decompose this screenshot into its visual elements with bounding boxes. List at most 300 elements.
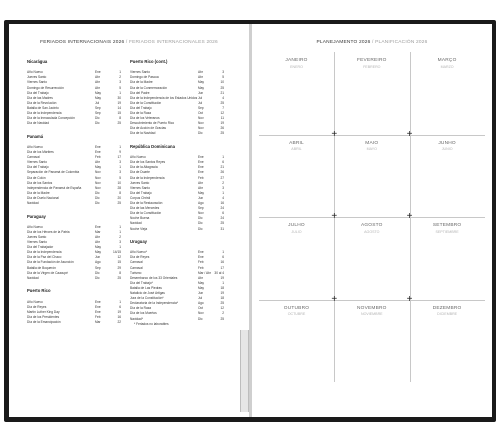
holiday-day: 3	[222, 70, 224, 75]
holiday-name: Día de la Independencia de los Estados Unidos	[130, 95, 198, 100]
holiday-month: Ene	[95, 309, 101, 314]
holiday-day: 4	[222, 95, 224, 100]
holiday-month: Oct	[198, 111, 203, 116]
holiday-name: Día del Trabajo	[130, 190, 152, 195]
holiday-name: Día de Colón	[27, 175, 46, 180]
country-title: Paraguay	[27, 213, 46, 219]
holiday-name: Día de Reyes	[27, 304, 47, 309]
holiday-day: 18	[220, 296, 224, 301]
holiday-day: 6	[222, 255, 224, 260]
holiday-day: 20	[117, 195, 121, 200]
holiday-name: Año Nuevo	[130, 155, 146, 160]
holiday-row	[130, 227, 232, 232]
holiday-month: Nov	[198, 126, 204, 131]
holiday-name: Martin Luther King Day	[27, 309, 60, 314]
holiday-section	[130, 240, 232, 327]
plus-icon: +	[331, 211, 338, 222]
holiday-name: Noche Vieja	[130, 226, 148, 231]
holiday-day: 12	[220, 306, 224, 311]
holiday-row	[27, 276, 129, 281]
holiday-name: Año Nuevo	[27, 70, 43, 75]
holiday-day: 3	[119, 160, 121, 165]
month-name: DEZEMBRO	[432, 305, 462, 311]
holiday-month: Ene	[198, 160, 204, 165]
holiday-month: Dic	[95, 195, 100, 200]
holiday-row	[27, 320, 129, 325]
holiday-name: Día de la Emancipación	[27, 319, 61, 324]
month-cell[interactable]	[334, 52, 409, 134]
holiday-name: Día de los Mártires	[27, 150, 54, 155]
holiday-name: Día de la Madre	[130, 80, 153, 85]
month-name: OUTUBRO	[283, 305, 310, 311]
holiday-name: Día del Trabajo	[27, 90, 49, 95]
holiday-day: 15	[117, 111, 121, 116]
holiday-month: Jun	[198, 291, 204, 296]
holiday-month: Sep	[95, 105, 101, 110]
holiday-name: Día de los Presidentes	[27, 314, 60, 319]
holiday-name: Día de la Altagracia	[130, 165, 158, 170]
holiday-day: 11	[220, 116, 224, 121]
month-cell[interactable]	[410, 52, 485, 134]
holiday-day: 1	[119, 145, 121, 150]
holiday-name: Día de la Restauración	[130, 201, 163, 206]
holiday-day: 10	[117, 180, 121, 185]
holiday-name: Batalla de San Jacinto	[27, 105, 59, 110]
holiday-name: Día de la Constitución	[130, 211, 162, 216]
holiday-name: Día de los Muertos	[130, 311, 157, 316]
grid-divider	[259, 135, 485, 136]
holiday-month: Abr	[95, 240, 100, 245]
holiday-name: Día del Trabajo	[130, 105, 152, 110]
holiday-month: May	[198, 190, 205, 195]
holiday-month: Nov	[95, 175, 101, 180]
holiday-name: Día de la Raza	[130, 306, 152, 311]
holiday-day: 31	[220, 226, 224, 231]
holiday-day: 21	[220, 165, 224, 170]
holiday-section	[27, 60, 129, 126]
holiday-day: 5	[222, 75, 224, 80]
holiday-day: 25	[220, 100, 224, 105]
holiday-month: Feb	[198, 260, 204, 265]
holiday-name: Jueves Santo	[27, 75, 47, 80]
holiday-day: 24	[220, 206, 224, 211]
holiday-day: 28	[117, 185, 121, 190]
holiday-day: 15	[117, 260, 121, 265]
holiday-day: 1	[222, 155, 224, 160]
holiday-day: 1	[119, 90, 121, 95]
holiday-month: Nov	[198, 211, 204, 216]
holiday-name: Día de la Conmemoración	[130, 85, 168, 90]
holiday-day: 25	[220, 85, 224, 90]
holiday-day: 30 al 4	[214, 270, 224, 275]
holiday-day: 8	[119, 270, 121, 275]
month-name-es: MARZO	[440, 64, 454, 69]
holiday-month: Mar	[95, 319, 101, 324]
holiday-month: Ene	[198, 250, 204, 255]
holiday-name: Independencia de Panamá de España	[27, 185, 82, 190]
holiday-day: 25	[117, 201, 121, 206]
holiday-name: Día de Acción de Gracias	[130, 126, 166, 131]
holiday-month: Jun	[198, 195, 204, 200]
holiday-row	[27, 201, 129, 206]
holiday-month: Ago	[95, 260, 101, 265]
holiday-month: Jun	[95, 255, 101, 260]
month-name: MAIO	[365, 140, 379, 146]
holiday-day: 16	[117, 314, 121, 319]
country-title: Panamá	[27, 133, 44, 139]
holidays-subtitle: / FERIADOS INTERNACIONALES 2026	[125, 40, 218, 45]
holiday-name: Día de la Paz del Chaco	[27, 255, 62, 260]
holiday-name: Día de las Mercedes	[130, 206, 160, 211]
holiday-section	[130, 145, 232, 232]
month-name-es: MAYO	[366, 147, 377, 151]
holiday-month: Sep	[198, 105, 204, 110]
holiday-name: Noche Buena	[130, 216, 150, 221]
holiday-month: Ene	[95, 224, 101, 229]
month-name: MARÇO	[437, 58, 457, 63]
holiday-name: Navidad	[130, 221, 142, 226]
holiday-name: Día de Navidad	[27, 121, 49, 126]
month-cell[interactable]	[259, 52, 334, 134]
holiday-month: Sep	[198, 206, 204, 211]
holiday-name: Jura de la Constitución*	[130, 296, 164, 301]
holiday-day: 1	[119, 229, 121, 234]
holiday-month: May	[198, 285, 205, 290]
holiday-row	[27, 121, 129, 126]
holiday-name: Día de los Santos	[27, 180, 53, 185]
holidays-header	[9, 40, 249, 45]
holiday-month: Abr	[198, 70, 203, 75]
holiday-name: Desembarco de los 33 Orientales	[130, 275, 178, 280]
holidays-column-2	[130, 60, 232, 335]
holiday-row	[130, 131, 232, 136]
holiday-month: Ene	[198, 155, 204, 160]
holiday-day: 5	[119, 85, 121, 90]
holiday-day: 22	[117, 319, 121, 324]
holiday-name: Viernes Santo	[130, 185, 150, 190]
holiday-name: Domingo de Pascua	[130, 75, 159, 80]
holiday-month: Dic	[95, 116, 100, 121]
holiday-month: Dic	[198, 226, 203, 231]
holiday-day: 2	[222, 311, 224, 316]
holiday-day: 26	[220, 170, 224, 175]
month-name: NOVEMBRO	[357, 305, 387, 311]
holiday-day: 10	[220, 80, 224, 85]
holiday-section	[27, 289, 129, 325]
holiday-month: Abr	[198, 180, 203, 185]
planning-grid	[259, 52, 485, 382]
month-name-es: SEPTIEMBRE	[435, 229, 459, 234]
holiday-day: 19	[117, 100, 121, 105]
holiday-day: 17	[117, 155, 121, 160]
holiday-day: 3	[222, 185, 224, 190]
holiday-day: 8	[119, 116, 121, 121]
holiday-row	[130, 317, 232, 322]
holiday-day: 25	[220, 316, 224, 321]
holiday-day: 25	[117, 121, 121, 126]
holiday-name: Día de Duelo Nacional	[27, 195, 59, 200]
holiday-day: 29	[117, 265, 121, 270]
holiday-day: 12	[220, 111, 224, 116]
holiday-name: Día de la Navidad	[130, 131, 156, 136]
month-name: AGOSTO	[360, 223, 383, 228]
holiday-name: Carnaval	[130, 265, 143, 270]
holiday-day: 1	[222, 190, 224, 195]
month-cell[interactable]	[410, 217, 485, 299]
holiday-name: Día de la Constitución	[130, 100, 162, 105]
holiday-name: Batalla de Boquerón	[27, 265, 56, 270]
holiday-day: 1	[222, 280, 224, 285]
holiday-month: Dic	[198, 221, 203, 226]
country-title: Uruguay	[130, 239, 147, 244]
month-name-es: DICIEMBRE	[437, 312, 458, 316]
holiday-month: Jun	[198, 90, 204, 95]
holiday-month: Abr	[198, 275, 203, 280]
holiday-month: Mar	[95, 229, 101, 234]
holiday-month: Nov	[95, 185, 101, 190]
holiday-name: Día del Padre	[130, 90, 150, 95]
holiday-month: Dic	[95, 270, 100, 275]
month-cell[interactable]	[259, 217, 334, 299]
holiday-month: Ene	[95, 299, 101, 304]
holidays-page	[9, 24, 249, 417]
holiday-month: Ene	[198, 165, 204, 170]
month-cell[interactable]	[410, 300, 485, 382]
holiday-month: Feb	[95, 314, 101, 319]
holiday-day: 5	[119, 175, 121, 180]
holiday-month: Sep	[95, 111, 101, 116]
holiday-name: Día del Trabajador	[27, 245, 54, 250]
holiday-month: May	[95, 95, 102, 100]
holiday-name: Descubrimiento de Puerto Rico	[130, 121, 175, 126]
holiday-month: Nov	[95, 180, 101, 185]
holiday-month: May	[198, 80, 205, 85]
grid-divider	[259, 217, 485, 218]
month-name-es: FEBRERO	[363, 64, 381, 69]
month-name-es: ENERO	[290, 64, 303, 69]
month-cell[interactable]	[334, 300, 409, 382]
holiday-month: Abr	[95, 80, 100, 85]
holiday-name: Día de las Madres	[27, 95, 53, 100]
holiday-month: Dic	[95, 190, 100, 195]
country-title: Nicarágua	[27, 59, 48, 64]
planning-header	[252, 40, 492, 45]
holiday-name: Día de la Fundación de Asunción	[27, 260, 74, 265]
plus-icon: +	[406, 211, 413, 222]
holiday-day: 8	[119, 190, 121, 195]
plus-icon: +	[331, 128, 338, 140]
holiday-month: Feb	[198, 265, 204, 270]
holiday-month: Dic	[95, 201, 100, 206]
holiday-month: Sep	[95, 265, 101, 270]
bookmark-ribbon[interactable]	[240, 330, 249, 412]
holiday-name: Turismo	[130, 270, 142, 275]
holiday-month: Dic	[95, 121, 100, 126]
holiday-month: Nov	[95, 170, 101, 175]
holiday-day: 16	[220, 260, 224, 265]
month-name: FEVEREIRO	[357, 58, 387, 63]
holiday-day: 1	[222, 250, 224, 255]
country-title: Puerto Rico (cont.)	[130, 59, 168, 64]
holiday-name: Batalla de Las Piedras	[130, 285, 162, 290]
holiday-month: May	[95, 245, 102, 250]
holiday-month: Jul	[198, 296, 203, 301]
holiday-month: Abr	[95, 75, 100, 80]
holiday-month: Jul	[198, 95, 203, 100]
holiday-name: Día de la Inmaculada Concepción	[27, 116, 75, 121]
holiday-section	[27, 215, 129, 281]
holiday-month: Abr	[95, 160, 100, 165]
holiday-month: Feb	[198, 175, 204, 180]
holiday-month: Nov	[198, 311, 204, 316]
holiday-name: Viernes Santo	[130, 70, 150, 75]
planning-subtitle: / PLANIFICACIÓN 2026	[372, 40, 428, 45]
holiday-day: 9	[119, 150, 121, 155]
holiday-day: 1	[119, 165, 121, 170]
country-title: Puerto Rico	[27, 288, 51, 294]
holiday-name: Natalicio de José Artigas	[130, 291, 165, 296]
holiday-month: Jul	[198, 100, 203, 105]
holiday-month: Abr	[198, 185, 203, 190]
month-name-es: AGOSTO	[364, 229, 380, 234]
holiday-day: 26	[220, 126, 224, 131]
holiday-day: 1	[119, 245, 121, 250]
holiday-day: 6	[222, 160, 224, 165]
holiday-month: May	[95, 165, 102, 170]
month-name: JUNHO	[438, 140, 456, 146]
holiday-day: 4	[222, 195, 224, 200]
holiday-day: 25	[220, 301, 224, 306]
holiday-name: Navidad	[27, 275, 39, 280]
holiday-month: Dic	[198, 131, 203, 136]
holiday-footnote: * Feriados no laborables	[134, 321, 169, 326]
month-cell[interactable]	[259, 135, 334, 217]
holiday-name: Día de la Revolución	[27, 100, 57, 105]
holiday-name: Carnaval	[130, 260, 143, 265]
holiday-day: 6	[119, 304, 121, 309]
holiday-month: Abr	[198, 75, 203, 80]
holiday-name: Separación de Panamá de Colombia	[27, 170, 80, 175]
holiday-month: Ago	[198, 201, 204, 206]
month-name: ABRIL	[289, 140, 304, 146]
holiday-name: Día de la Independencia	[27, 250, 62, 255]
holiday-day: 3	[119, 170, 121, 175]
holiday-month: Dic	[198, 216, 203, 221]
holiday-day: 19	[220, 291, 224, 296]
holiday-month: Ene	[95, 304, 101, 309]
holiday-month: Oct	[198, 306, 203, 311]
holiday-day: 3	[119, 80, 121, 85]
holiday-day: 16	[220, 201, 224, 206]
holiday-day: 18	[220, 285, 224, 290]
holiday-section	[27, 135, 129, 206]
holiday-month: Ene	[198, 255, 204, 260]
holiday-name: Declaratoria de la Independencia*	[130, 301, 179, 306]
holiday-name: Año Nuevo	[27, 224, 43, 229]
holiday-name: Jueves Santo	[27, 235, 47, 240]
plus-icon: +	[406, 128, 413, 140]
holiday-day: 27	[220, 175, 224, 180]
holiday-day: 30	[117, 95, 121, 100]
holiday-name: Día de la Independencia	[130, 175, 165, 180]
month-cell[interactable]	[334, 217, 409, 299]
month-name-es: NOVIEMBRE	[361, 312, 383, 316]
holiday-name: Día de Reyes	[130, 255, 150, 260]
holiday-day: 14/15	[113, 250, 121, 255]
holidays-title: FERIADOS INTERNACIONAIS 2026	[40, 40, 125, 45]
holiday-month: Abr	[95, 85, 100, 90]
holiday-day: 1	[119, 70, 121, 75]
holiday-name: Día de los Héroes de la Patria	[27, 229, 70, 234]
holiday-name: Viernes Santo	[27, 160, 47, 165]
country-title: República Dominicana	[130, 143, 175, 149]
holiday-name: Corpus Christi	[130, 195, 151, 200]
plus-icon: +	[331, 293, 338, 305]
holiday-day: 6	[222, 211, 224, 216]
holiday-month: May	[95, 250, 102, 255]
month-name-es: JUNIO	[441, 147, 453, 151]
holiday-day: 2	[119, 235, 121, 240]
holiday-day: 19	[220, 121, 224, 126]
holiday-month: Nov	[198, 116, 204, 121]
holiday-month: Ene	[198, 170, 204, 175]
holiday-month: Ene	[95, 70, 101, 75]
holiday-name: Día de la Madre	[27, 190, 50, 195]
holiday-month: Ago	[198, 301, 204, 306]
holiday-month: Jul	[95, 100, 100, 105]
holiday-month: Abr	[95, 235, 100, 240]
month-name: JANEIRO	[285, 58, 308, 63]
holiday-day: 1	[119, 299, 121, 304]
month-cell[interactable]	[259, 300, 334, 382]
month-name-es: ABRIL	[291, 147, 302, 151]
holiday-day: 1	[119, 224, 121, 229]
holiday-day: 2	[119, 75, 121, 80]
holiday-name: Día de la Raza	[130, 111, 152, 116]
grid-divider	[259, 300, 485, 301]
month-cell[interactable]	[410, 135, 485, 217]
holiday-day: 19	[117, 309, 121, 314]
month-name-es: JULIO	[291, 229, 302, 234]
holiday-name: Año Nuevo	[27, 145, 43, 150]
holidays-column-1	[27, 60, 129, 333]
holiday-name: Día de los Veteranos	[130, 116, 160, 121]
holiday-month: Ene	[95, 150, 101, 155]
holiday-name: Día del Trabajo*	[130, 280, 153, 285]
holiday-month: May	[198, 85, 205, 90]
holiday-month: May	[198, 280, 205, 285]
holiday-month: Dic	[95, 275, 100, 280]
holiday-name: Viernes Santo	[27, 240, 47, 245]
month-cell[interactable]	[334, 135, 409, 217]
month-name: JULHO	[288, 223, 305, 228]
holiday-month: Ene	[95, 145, 101, 150]
holiday-day: 25	[220, 131, 224, 136]
holiday-day: 24	[220, 216, 224, 221]
holiday-name: Año Nuevo	[27, 299, 43, 304]
holiday-day: 21	[220, 90, 224, 95]
holiday-month: Nov	[198, 121, 204, 126]
holiday-day: 3	[119, 240, 121, 245]
holiday-day: 25	[220, 221, 224, 226]
holiday-name: Día del Trabajo	[27, 165, 49, 170]
holiday-day: 19	[220, 275, 224, 280]
holiday-day: 14	[117, 105, 121, 110]
holiday-month: Dic	[198, 316, 203, 321]
holiday-name: Día de los Santos Reyes	[130, 160, 166, 165]
holiday-month: May	[95, 90, 102, 95]
holiday-name: Día de la Independencia	[27, 111, 62, 116]
